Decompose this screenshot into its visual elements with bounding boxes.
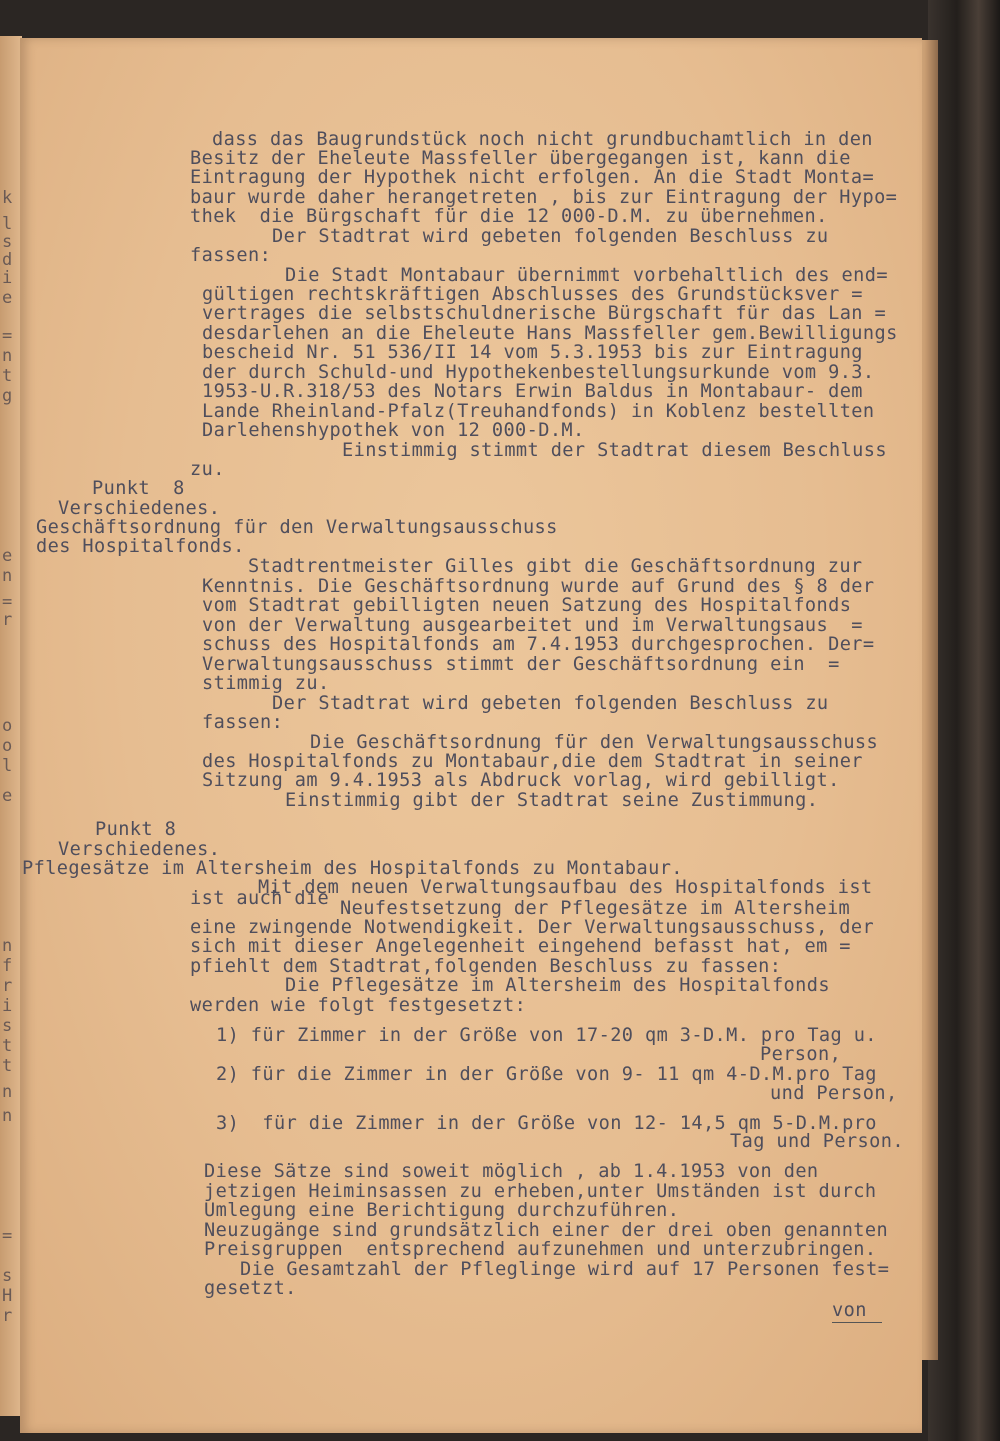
left-text-fragment: t (2, 1036, 13, 1056)
text-line: Diese Sätze sind soweit möglich , ab 1.4.1953 von den (204, 1161, 819, 1182)
text-line: vertrages die selbstschuldnerische Bürgschaft für das Lan = (202, 303, 887, 324)
text-line: thek die Bürgschaft für die 12 000-D.M. zu übernehmen. (190, 206, 828, 227)
text-line: Mit dem neuen Verwaltungsaufbau des Hospitalfonds ist (258, 877, 873, 898)
left-text-fragment: s (2, 232, 13, 252)
text-line: Stadtrentmeister Gilles gibt die Geschäftsordnung zur (248, 556, 863, 577)
left-text-fragment: t (2, 1056, 13, 1076)
left-text-fragment: = (2, 326, 13, 346)
text-line: des Hospitalfonds. (36, 536, 245, 557)
text-line: Neufestsetzung der Pflegesätze im Altersheim (340, 898, 851, 919)
left-text-fragment: i (2, 268, 13, 288)
text-line: gültigen rechtskräftigen Abschlusses des Grundstücksver = (202, 284, 863, 305)
text-line: Eintragung der Hypothek nicht erfolgen. An die Stadt Monta= (190, 167, 875, 188)
text-line: 1) für Zimmer in der Größe von 17-20 qm 3-D.M. pro Tag u. (216, 1025, 877, 1046)
text-line: Kenntnis. Die Geschäftsordnung wurde auf Grund des § 8 der (202, 576, 875, 597)
text-line: zu. (190, 459, 225, 480)
text-line: Punkt 8 (92, 478, 185, 499)
text-line: Verschiedenes. (58, 839, 221, 860)
text-line: Sitzung am 9.4.1953 als Abdruck vorlag, wird gebilligt. (202, 770, 840, 791)
left-text-fragment: r (2, 1306, 13, 1326)
left-text-fragment: = (2, 592, 13, 612)
text-line: Die Gesamtzahl der Pfleglinge wird auf 17 Personen fest= (240, 1259, 890, 1280)
text-line: 3) für die Zimmer in der Größe von 12- 14,5 qm 5-D.M.pro (216, 1113, 877, 1134)
text-line: vom Stadtrat gebilligten neuen Satzung des Hospitalfonds (202, 595, 852, 616)
text-line: Die Geschäftsordnung für den Verwaltungsausschuss (310, 732, 879, 753)
left-text-fragment: r (2, 610, 13, 630)
catchword-underline (832, 1322, 882, 1323)
left-text-fragment: n (2, 936, 13, 956)
text-line: Verschiedenes. (58, 498, 221, 519)
left-text-fragment: l (2, 756, 13, 776)
left-text-fragment: l (2, 214, 13, 234)
left-text-fragment: k (2, 188, 13, 208)
text-line: pfiehlt dem Stadtrat,folgenden Beschluss zu fassen: (190, 956, 782, 977)
left-text-fragment: s (2, 1266, 13, 1286)
text-line: Einstimmig gibt der Stadtrat seine Zustimmung. (285, 790, 819, 811)
left-page-fragment (0, 36, 22, 1416)
text-line: Der Stadtrat wird gebeten folgenden Beschluss zu (272, 693, 829, 714)
text-line: Der Stadtrat wird gebeten folgenden Beschluss zu (272, 226, 829, 247)
left-text-fragment: t (2, 366, 13, 386)
text-line: Umlegung eine Berichtigung durchzuführen. (204, 1200, 680, 1221)
left-text-fragment: e (2, 786, 13, 806)
left-text-fragment: d (2, 250, 13, 270)
left-text-fragment: e (2, 288, 13, 308)
text-line: Punkt 8 (95, 819, 177, 840)
text-line: des Hospitalfonds zu Montabaur,die dem Stadtrat in seiner (202, 751, 863, 772)
left-text-fragment: i (2, 996, 13, 1016)
left-text-fragment: g (2, 386, 13, 406)
left-text-fragment: = (2, 1226, 13, 1246)
text-line: werden wie folgt festgesetzt: (190, 995, 527, 1016)
text-line: gesetzt. (204, 1278, 297, 1299)
text-line: der durch Schuld-und Hypothekenbestellungsurkunde vom 9.3. (202, 362, 875, 383)
text-line: Die Pflegesätze im Altersheim des Hospitalfonds (285, 975, 830, 996)
left-text-fragment: o (2, 736, 13, 756)
left-text-fragment: n (2, 566, 13, 586)
text-line: Die Stadt Montabaur übernimmt vorbehaltlich des end= (285, 265, 888, 286)
text-line: jetzigen Heiminsassen zu erheben,unter Umständen ist durch (204, 1181, 877, 1202)
page-continuation: von (832, 1300, 867, 1321)
text-line: baur wurde daher herangetreten , bis zur Eintragung der Hypo= (190, 187, 898, 208)
text-line: Person, (760, 1044, 842, 1065)
binder-cover (928, 0, 1000, 1441)
left-text-fragment: e (2, 546, 13, 566)
typewritten-page (20, 38, 922, 1433)
left-text-fragment: r (2, 976, 13, 996)
text-line: ist auch die (190, 888, 330, 909)
text-line: schuss des Hospitalfonds am 7.4.1953 durchgesprochen. Der= (202, 634, 875, 655)
text-line: dass das Baugrundstück noch nicht grundbuchamtlich in den (212, 129, 873, 150)
text-line: Darlehenshypothek von 12 000-D.M. (202, 420, 585, 441)
text-line: 1953-U.R.318/53 des Notars Erwin Baldus in Montabaur- dem (202, 381, 863, 402)
text-line: Tag und Person. (730, 1131, 904, 1152)
text-line: und Person, (770, 1083, 898, 1104)
left-text-fragment: n (2, 346, 13, 366)
left-text-fragment: n (2, 1106, 13, 1126)
text-line: 2) für die Zimmer in der Größe von 9- 11 qm 4-D.M.pro Tag (216, 1064, 877, 1085)
left-text-fragment: f (2, 956, 13, 976)
text-line: sich mit dieser Angelegenheit eingehend befasst hat, em = (190, 936, 851, 957)
text-line: Geschäftsordnung für den Verwaltungsausschuss (36, 517, 558, 538)
text-line: Einstimmig stimmt der Stadtrat diesem Beschluss (342, 440, 887, 461)
text-line: fassen: (190, 245, 272, 266)
left-text-fragment: H (2, 1286, 13, 1306)
left-text-fragment: n (2, 1082, 13, 1102)
text-line: Pflegesätze im Altersheim des Hospitalfonds zu Montabaur. (22, 858, 683, 879)
left-text-fragment: o (2, 716, 13, 736)
text-line: Besitz der Eheleute Massfeller übergegangen ist, kann die (190, 148, 851, 169)
text-line: bescheid Nr. 51 536/II 14 vom 5.3.1953 bis zur Eintragung (202, 342, 863, 363)
text-line: stimmig zu. (202, 673, 330, 694)
text-line: Neuzugänge sind grundsätzlich einer der drei oben genannten (204, 1220, 889, 1241)
text-line: Lande Rheinland-Pfalz(Treuhandfonds) in Koblenz bestellten (202, 401, 875, 422)
text-line: fassen: (202, 712, 284, 733)
text-line: von der Verwaltung ausgearbeitet und im Verwaltungsaus = (202, 615, 863, 636)
left-text-fragment: s (2, 1016, 13, 1036)
text-line: eine zwingende Notwendigkeit. Der Verwaltungsausschuss, der (190, 917, 875, 938)
text-line: Verwaltungsausschuss stimmt der Geschäftsordnung ein = (202, 654, 840, 675)
text-line: Preisgruppen entsprechend aufzunehmen und unterzubringen. (204, 1239, 877, 1260)
text-line: desdarlehen an die Eheleute Hans Massfeller gem.Bewilligungs (202, 323, 898, 344)
